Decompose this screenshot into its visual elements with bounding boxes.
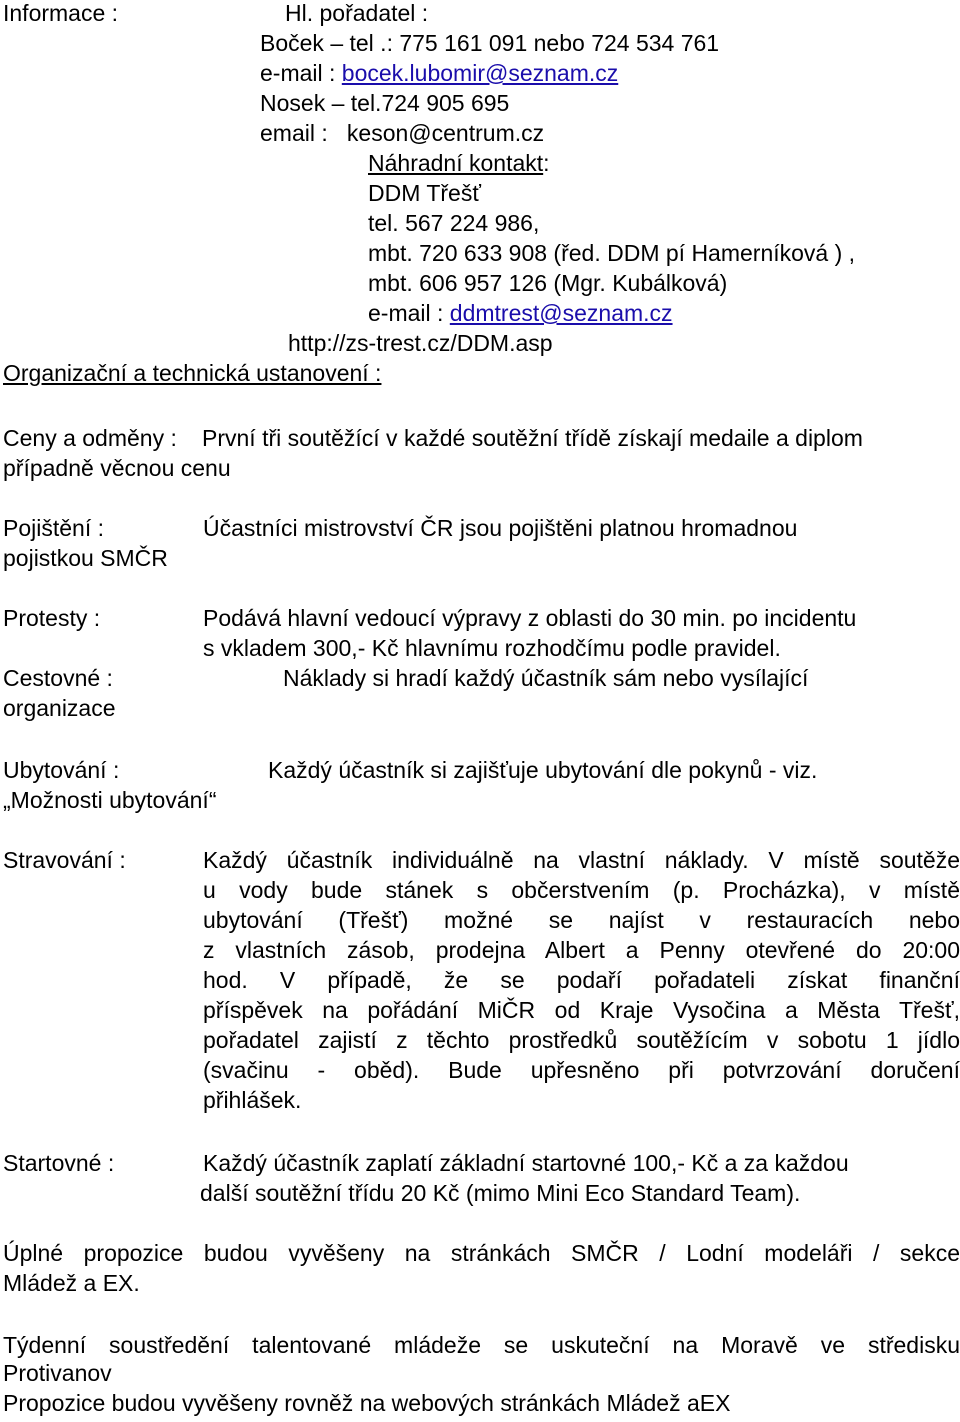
organizer-heading: Hl. pořadatel : [285,0,429,26]
catering-line-6: příspěvek na pořádání MiČR od Kraje Vysočina a Města Třešť, [203,997,960,1023]
alt-contact-colon: : [543,150,550,176]
accommodation-text-1: Každý účastník si zajišťuje ubytování dle pokynů - viz. [268,757,818,783]
alt-contact-heading [368,148,550,178]
full-propositions-2: Mládež a EX. [3,1270,140,1296]
web-note: Propozice budou vyvěšeny rovněž na webových stránkách Mládež aEX [3,1390,731,1416]
full-propositions-1: Úplné propozice budou vyvěšeny na stránkách SMČR / Lodní modeláři / sekce [3,1240,960,1266]
prizes-text-1: První tři soutěžící v každé soutěžní třídě získají medaile a diplom [202,425,863,451]
catering-line-3: ubytování (Třešť) možné se najíst v restauracích nebo [203,907,960,933]
accommodation-text-2: „Možnosti ubytování“ [3,787,217,813]
nosek-email-prefix: email : [260,120,335,146]
catering-line-4: z vlastních zásob, prodejna Albert a Penny otevřené do 20:00 [203,937,960,963]
accommodation-label: Ubytování : [3,757,120,783]
ddm-tel: tel. 567 224 986, [368,210,540,236]
catering-label: Stravování : [3,847,126,873]
ddm-mbt-1: mbt. 720 633 908 (řed. DDM pí Hamerníková ) , [368,240,856,266]
nosek-email-row [260,118,544,148]
entry-fee-text-2: další soutěžní třídu 20 Kč (mimo Mini Eco Standard Team). [200,1180,801,1206]
entry-fee-text-1: Každý účastník zaplatí základní startovné 100,- Kč a za každou [203,1150,849,1176]
catering-line-7: pořadatel zajistí z těchto prostředků soutěžícím v sobotu 1 jídlo [203,1027,960,1053]
catering-line-9: přihlášek. [203,1087,302,1113]
catering-line-5: hod. V případě, že se podaří pořadateli získat finanční [203,967,960,993]
training-1: Týdenní soustředění talentované mládeže se uskuteční na Moravě ve středisku [3,1332,960,1358]
ddm-email-link[interactable]: ddmtrest@seznam.cz [449,300,673,326]
nosek-phone: Nosek – tel.724 905 695 [260,90,510,116]
travel-text-2: organizace [3,695,116,721]
entry-fee-label: Startovné : [3,1150,115,1176]
ddm-mbt-2: mbt. 606 957 126 (Mgr. Kubálková) [368,270,728,296]
travel-text-1: Náklady si hradí každý účastník sám nebo vysílající [283,665,809,691]
bocek-email-link[interactable]: bocek.lubomir@seznam.cz [341,60,619,86]
training-2: Protivanov [3,1360,112,1386]
bocek-email-row [260,58,618,88]
catering-line-2: u vody bude stánek s občerstvením (p. Procházka), v místě [203,877,960,903]
website[interactable]: http://zs-trest.cz/DDM.asp [288,330,553,356]
prizes-label: Ceny a odměny : [3,425,177,451]
catering-line-1: Každý účastník individuálně na vlastní náklady. V místě soutěže [203,847,960,873]
nosek-email: keson@centrum.cz [346,120,545,146]
prizes-text-2: případně věcnou cenu [3,455,231,481]
ddm-email-prefix: e-mail : [368,300,450,326]
ddm-email-row [368,298,673,328]
org-heading: Organizační a technická ustanovení : [3,360,382,386]
alt-contact-label: Náhradní kontakt [368,150,544,176]
insurance-text-2: pojistkou SMČR [3,545,168,571]
bocek-email-prefix: e-mail : [260,60,342,86]
protests-text-2: s vkladem 300,- Kč hlavnímu rozhodčímu podle pravidel. [203,635,781,661]
protests-text-1: Podává hlavní vedoucí výpravy z oblasti do 30 min. po incidentu [203,605,857,631]
insurance-text-1: Účastníci mistrovství ČR jsou pojištěni platnou hromadnou [203,515,798,541]
ddm-name: DDM Třešť [368,180,481,206]
catering-line-8: (svačinu - oběd). Bude upřesněno při potvrzování doručení [203,1057,960,1083]
info-label: Informace : [3,0,119,26]
insurance-label: Pojištění : [3,515,104,541]
bocek-phone: Boček – tel .: 775 161 091 nebo 724 534 761 [260,30,720,56]
protests-label: Protesty : [3,605,101,631]
travel-label: Cestovné : [3,665,113,691]
